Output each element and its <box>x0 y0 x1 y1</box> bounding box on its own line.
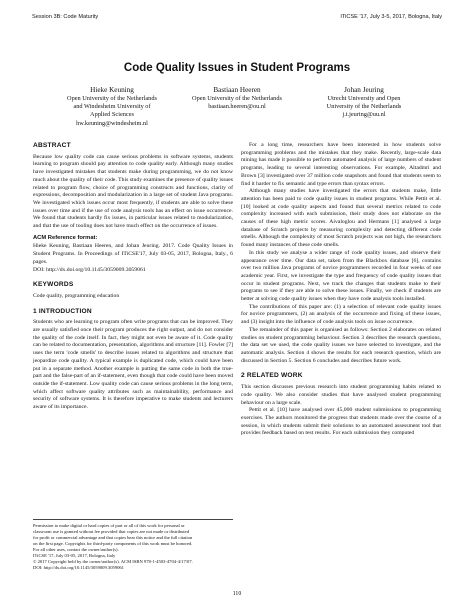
footnote-line: on the first page. Copyrights for third-party components of this work must be honored. <box>33 541 193 546</box>
footnote-line: Permission to make digital or hard copies of part or all of this work for personal or <box>33 523 185 528</box>
abstract-heading: ABSTRACT <box>33 142 71 149</box>
author-affiliation: University of the Netherlands <box>326 103 402 111</box>
acm-reference-heading: ACM Reference format: <box>33 234 98 241</box>
running-header <box>32 14 442 24</box>
author-affiliation: Applied Sciences <box>90 111 134 119</box>
body-paragraph: Pettit et al. [10] have analysed over 45,000 student submissions to programming exercises. The authors monitored the progress that students made over the course of a session, in which students submit their solutions to an automated assessment tool that provides feedback based on test results. For each submission they computed <box>241 407 441 437</box>
related-work-heading: 2 RELATED WORK <box>241 372 303 380</box>
body-paragraph: In this study we analyse a wider range of code quality issues, and observe their appearance over time. Our data set, taken from the Blackbox database [6], contains over two million Java programs of novice programmers recorded in four weeks of one academic year. First, we investigate the type and frequency of code quality issues that occur in student programs. Next, we track the changes that students make to their programs to see if they are able to solve these issues. Finally, we check if students are better at solving code quality issues when they have code analysis tools installed. <box>241 249 441 303</box>
author-name: Bastiaan Heeren <box>213 86 261 94</box>
author-1 <box>42 86 182 128</box>
footnote-line: for profit or commercial advantage and that copies bear this notice and the full citation <box>33 535 193 540</box>
body-paragraph: Although many studies have investigated the errors that students make, little attention has been paid to code quality issues in student programs. While Pettit et al. [10] looked at code quality aspects and found that several metrics related to code complexity increased with each submission, their study does not elaborate on the causes of these high metric scores. Aivaloglou and Hermans [1] analysed a large database of Scratch projects by measuring complexity and detecting different code smells. Although the complexity of most Scratch projects was not high, the researchers found many instances of these code smells. <box>241 188 441 249</box>
author-affiliation: and Windesheim University of <box>73 103 151 111</box>
header-session: Session 3B: Code Maturity <box>32 14 99 20</box>
abstract-text: Because low quality code can cause serious problems in software systems, students learning to program should pay attention to code quality early. Although many studies have investigated mistakes that students make during programming, we do not know much about the quality of their code. This study examines the presence of quality issues related to program flow, choice of programming constructs and functions, clarity of expressions, decomposition and modularization in a large set of student Java programs. We investigated which issues occur most frequently, if students are able to solve these issues over time and if the use of code analysis tools has an effect on issue occurrence. We found that students hardly fix issues, in particular issues related to modularization, and that the use of tooling does not have much effect on the occurrence of issues. <box>33 153 234 230</box>
footnote-line: classroom use is granted without fee provided that copies are not made or distributed <box>33 529 190 534</box>
author-email: j.t.jeuring@uu.nl <box>342 111 386 119</box>
author-3 <box>294 86 434 120</box>
body-paragraph: The contributions of this paper are: (1) a selection of relevant code quality issues for novice programmers, (2) an analysis of the occurrence and fixing of these issues, and (3) insight into the influence of code analysis tools on issue occurrence. <box>241 303 441 326</box>
author-affiliation: Open University of the Netherlands <box>192 95 282 102</box>
footnote-line: DOI: http://dx.doi.org/10.1145/3059009.3059061 <box>33 565 124 570</box>
body-paragraph: This section discusses previous research into student programming habits related to code quality. We also consider studies that have analysed student programming behaviour on a large scale. <box>241 384 441 406</box>
author-block <box>32 86 442 138</box>
header-venue: ITiCSE '17, July 3-5, 2017, Bologna, Italy <box>340 14 442 20</box>
author-affiliation: Utrecht University and Open <box>327 95 401 102</box>
author-affiliation: Open University of the Netherlands <box>67 95 157 102</box>
introduction-heading: 1 INTRODUCTION <box>33 307 92 315</box>
permission-footnote <box>33 519 233 571</box>
right-column <box>241 142 441 438</box>
keywords-heading: KEYWORDS <box>33 281 74 289</box>
author-email: bastiaan.heeren@ou.nl <box>208 103 266 111</box>
footnote-line: © 2017 Copyright held by the owner/author(s). ACM ISBN 978-1-4503-4704-4/17/07. <box>33 559 193 564</box>
page-number: 110 <box>232 591 242 597</box>
acm-reference-text: Hieke Keuning, Bastiaan Heeren, and Johan Jeuring. 2017. Code Quality Issues in Student Programs. In Proceedings of ITiCSE'17, July 03-05, 2017, Bologna, Italy., 6 pages. <box>33 243 233 265</box>
author-name: Johan Jeuring <box>344 86 384 94</box>
footnote-line: ITiCSE '17, July 03-05, 2017, Bologna, Italy <box>33 553 116 558</box>
paper-title: Code Quality Issues in Student Programs <box>123 62 351 74</box>
author-2 <box>167 86 307 111</box>
body-paragraph: The remainder of this paper is organised as follows: Section 2 elaborates on related studies on student programming behaviour. Section 3 describes the research questions, the data set we used, the code quality issues we have selected to investigate, and the automatic analysis. Section 4 shows the results for each research question, which are discussed in Section 5. Section 6 concludes and describes future work. <box>241 326 441 364</box>
author-email: hw.keuning@windesheim.nl <box>76 119 148 127</box>
author-name: Hieke Keuning <box>90 86 134 94</box>
left-column <box>33 142 233 412</box>
footnote-line: For all other uses, contact the owner/author(s). <box>33 547 119 552</box>
keywords-text: Code quality, programming education <box>33 292 120 299</box>
introduction-paragraph: Students who are learning to program often write programs that can be improved. They are usually satisfied once their program produces the right output, and do not consider the quality of the code itself. In fact, they might not even be aware of it. Code quality can be related to documentation, presentation, algorithms and structure [11]. Fowler [7] uses the term 'code smells' to describe issues related to algorithms and structure that jeopardize code quality. A typical example is duplicated code, which could have been put in a separate method. Another example is putting the same code in both the true-part and the false-part of an if-statement, even though that code could have been moved outside the if-statement. Low quality code can cause serious problems in the long term, which affect software quality attributes such as maintainability, performance and security of software systems. It is therefore imperative to make students and lecturers aware of its importance. <box>33 319 233 411</box>
body-paragraph: For a long time, researchers have been interested in how students solve programming problems and the mistakes that they make. Recently, large-scale data mining has made it possible to perform automated analysis of large numbers of student programs, leading to several interesting observations. For example, Altadmri and Brown [3] investigated over 37 million code snapshots and found that students seem to find it harder to fix semantic and type errors than syntax errors. <box>241 142 441 187</box>
acm-reference-doi: DOI: http://dx.doi.org/10.1145/3059009.3059061 <box>33 266 146 273</box>
